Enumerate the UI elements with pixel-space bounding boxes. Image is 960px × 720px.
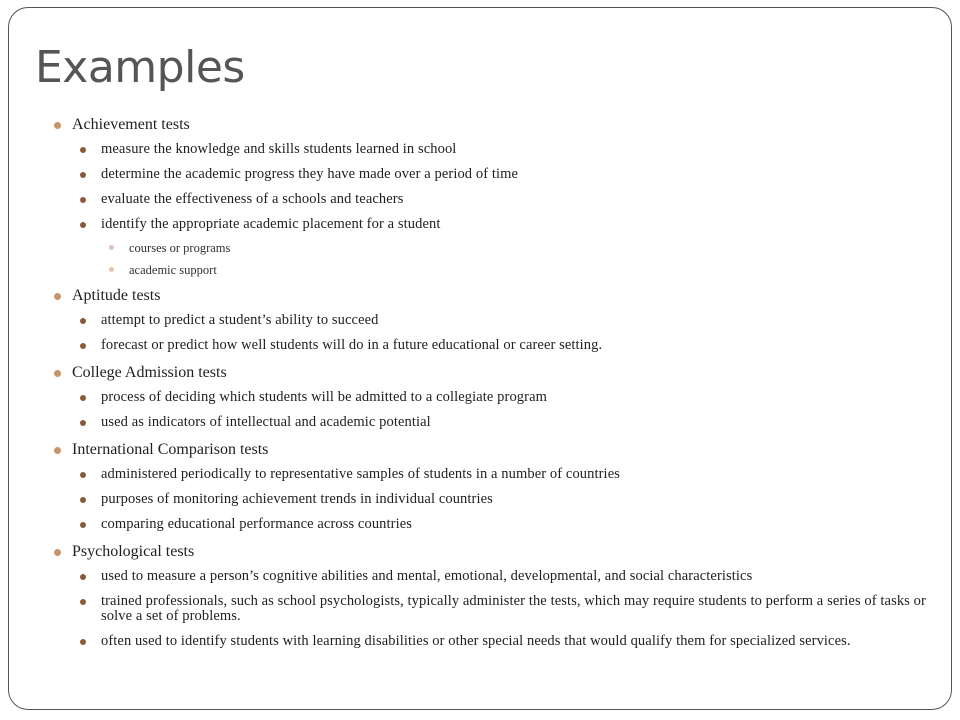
subitem-label: courses or programs: [129, 241, 231, 255]
item-label: administered periodically to representative samples of students in a number of countries: [101, 466, 620, 482]
item-label: identify the appropriate academic placement for a student: [101, 216, 441, 232]
list-item: [101, 386, 929, 411]
subitem-list: [101, 238, 929, 282]
item-label: purposes of monitoring achievement trends in individual countries: [101, 491, 493, 507]
list-item: [101, 334, 929, 359]
item-list: [72, 138, 929, 282]
item-label: process of deciding which students will be admitted to a collegiate program: [101, 389, 548, 405]
section-achievement-tests: [49, 111, 929, 282]
section-label: Achievement tests: [72, 116, 190, 133]
item-label: attempt to predict a student’s ability to succeed: [101, 312, 379, 328]
item-list: [72, 386, 929, 436]
section-international-comparison-tests: [49, 436, 929, 538]
list-item: [101, 138, 929, 163]
item-label: used as indicators of intellectual and academic potential: [101, 414, 431, 430]
slide-frame: [8, 7, 952, 710]
item-label: trained professionals, such as school psychologists, typically administer the tests, which may require students to perform a series of tasks or solve a set of problems.: [101, 593, 926, 624]
list-item: [101, 188, 929, 213]
list-item: [101, 411, 929, 436]
list-item: [101, 163, 929, 188]
section-list: [49, 111, 929, 655]
list-item: [101, 488, 929, 513]
section-label: International Comparison tests: [72, 441, 269, 458]
list-item: [101, 630, 929, 655]
list-item: [101, 463, 929, 488]
list-item: [101, 590, 929, 630]
sub-list-item: [129, 238, 929, 260]
list-item: [101, 565, 929, 590]
section-label: College Admission tests: [72, 364, 227, 381]
section-college-admission-tests: [49, 359, 929, 436]
subitem-label: academic support: [129, 263, 217, 277]
item-label: comparing educational performance across countries: [101, 516, 412, 532]
item-label: determine the academic progress they have made over a period of time: [101, 166, 519, 182]
item-label: used to measure a person’s cognitive abilities and mental, emotional, developmental, and social characteristics: [101, 568, 753, 584]
section-psychological-tests: [49, 538, 929, 655]
list-item: [101, 513, 929, 538]
slide-content: [49, 111, 929, 655]
item-label: often used to identify students with learning disabilities or other special needs that would qualify them for specialized services.: [101, 633, 851, 649]
item-list: [72, 309, 929, 359]
list-item: [101, 309, 929, 334]
item-label: forecast or predict how well students will do in a future educational or career setting.: [101, 337, 603, 353]
list-item: [101, 213, 929, 282]
sub-list-item: [129, 260, 929, 282]
section-aptitude-tests: [49, 282, 929, 359]
item-list: [72, 565, 929, 655]
item-label: measure the knowledge and skills students learned in school: [101, 141, 457, 157]
item-label: evaluate the effectiveness of a schools and teachers: [101, 191, 404, 207]
page-title: Examples: [35, 42, 245, 93]
item-list: [72, 463, 929, 538]
section-label: Psychological tests: [72, 543, 195, 560]
section-label: Aptitude tests: [72, 287, 161, 304]
